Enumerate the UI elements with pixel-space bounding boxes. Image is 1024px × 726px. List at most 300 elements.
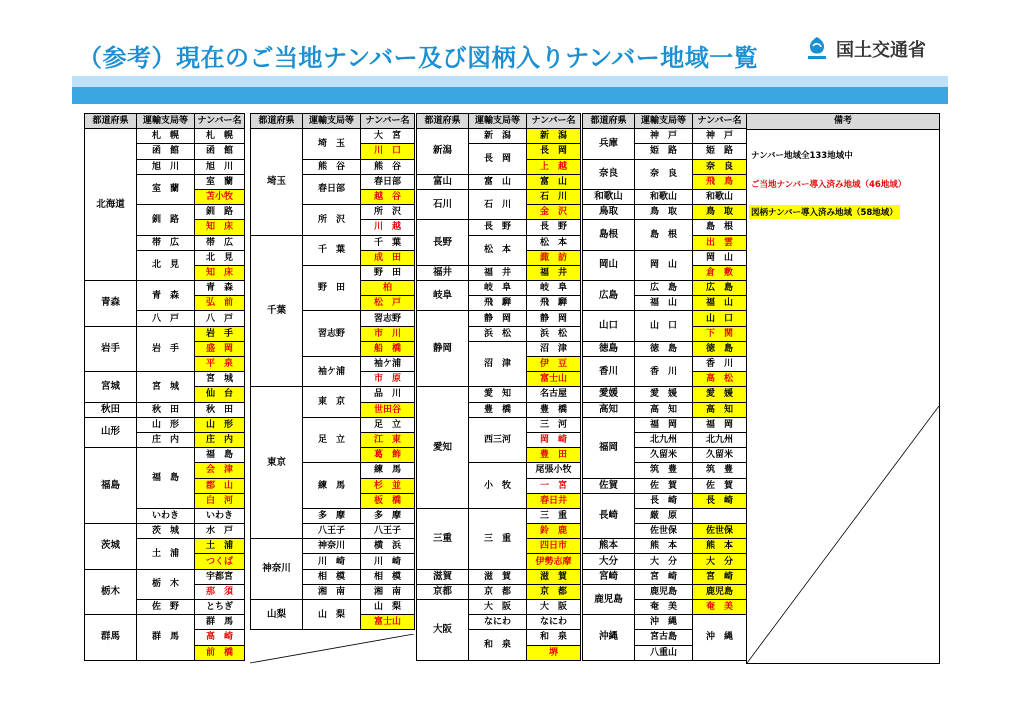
office-cell: 函 館 [137, 144, 195, 159]
office-cell: 八 戸 [137, 311, 195, 326]
table-row [417, 508, 581, 523]
number-cell: 久留米 [693, 448, 747, 463]
number-cell: 山 梨 [361, 600, 415, 615]
office-cell: 山 口 [635, 311, 693, 341]
number-cell: 前 橋 [195, 645, 245, 660]
number-cell: 会 津 [195, 463, 245, 478]
prefecture-cell: 福井 [417, 265, 469, 280]
number-cell: 室 蘭 [195, 174, 245, 189]
number-cell: 徳 島 [693, 341, 747, 356]
table-row [583, 357, 747, 372]
table-row [583, 493, 747, 508]
number-cell: 福 山 [693, 296, 747, 311]
header-office: 運輸支局等 [635, 114, 693, 129]
prefecture-cell: 鹿児島 [583, 584, 635, 614]
table-row [417, 189, 581, 204]
table-row [583, 554, 747, 569]
number-cell: 弘 前 [195, 296, 245, 311]
number-cell: 愛 媛 [693, 387, 747, 402]
prefecture-cell: 静岡 [417, 311, 469, 387]
number-cell: 高 松 [693, 372, 747, 387]
number-cell: 奄 美 [693, 600, 747, 615]
office-cell: 佐 賀 [635, 478, 693, 493]
prefecture-cell: 愛媛 [583, 387, 635, 402]
note-gotochi: ご当地ナンバー導入済み地域（46地域） [751, 180, 907, 190]
number-cell: 長 岡 [527, 144, 581, 159]
number-cell: 岡 崎 [527, 432, 581, 447]
number-cell: 豊 田 [527, 448, 581, 463]
office-cell: 習志野 [303, 311, 361, 357]
office-cell: 石 川 [469, 189, 527, 219]
office-cell: 松 本 [469, 235, 527, 265]
number-cell: 知 床 [195, 265, 245, 280]
table-row [251, 600, 415, 615]
number-cell: 江 東 [361, 432, 415, 447]
number-cell: 京 都 [527, 584, 581, 599]
office-cell: 帯 広 [137, 235, 195, 250]
header-prefecture: 都道府県 [583, 114, 635, 129]
office-cell: 東 京 [303, 387, 361, 417]
number-cell: 秋 田 [195, 402, 245, 417]
prefecture-cell: 山形 [85, 417, 137, 447]
office-cell: 足 立 [303, 417, 361, 463]
prefecture-cell: 愛知 [417, 387, 469, 509]
office-cell: 福 島 [137, 448, 195, 509]
number-cell: 富士山 [361, 615, 415, 630]
office-cell: 福 山 [635, 296, 693, 311]
office-cell: 岐 阜 [469, 281, 527, 296]
office-cell: 山 形 [137, 417, 195, 432]
number-cell: 川 口 [361, 144, 415, 159]
table-row [417, 600, 581, 615]
number-cell: 春日部 [361, 174, 415, 189]
prefecture-cell: 兵庫 [583, 129, 635, 159]
number-cell: 和 泉 [527, 630, 581, 645]
office-cell: 和歌山 [635, 189, 693, 204]
prefecture-cell: 富山 [417, 174, 469, 189]
office-cell: 愛 知 [469, 387, 527, 402]
office-cell: 奄 美 [635, 600, 693, 615]
office-cell: 福 岡 [635, 417, 693, 432]
number-cell: 苫小牧 [195, 189, 245, 204]
office-cell: 相 模 [303, 569, 361, 584]
prefecture-cell: 秋田 [85, 402, 137, 417]
number-cell: 岩 手 [195, 326, 245, 341]
number-cell: いわき [195, 508, 245, 523]
number-cell: 鹿児島 [693, 584, 747, 599]
number-cell: 富 山 [527, 174, 581, 189]
office-cell: 長 岡 [469, 144, 527, 174]
header-number: ナンバー名 [195, 114, 245, 129]
number-cell: 宇都宮 [195, 569, 245, 584]
office-cell: 北 見 [137, 250, 195, 280]
number-cell: 宮 崎 [693, 569, 747, 584]
prefecture-cell: 宮崎 [583, 569, 635, 584]
prefecture-cell: 鳥取 [583, 205, 635, 220]
number-cell: 長 崎 [693, 493, 747, 508]
prefecture-cell: 広島 [583, 281, 635, 311]
header-number: ナンバー名 [527, 114, 581, 129]
office-cell: 山 梨 [303, 600, 361, 630]
number-cell: 伊勢志摩 [527, 554, 581, 569]
office-cell: 姫 路 [635, 144, 693, 159]
header-office: 運輸支局等 [303, 114, 361, 129]
number-cell: 沼 津 [527, 341, 581, 356]
number-cell: 倉 敷 [693, 265, 747, 280]
office-cell: 八王子 [303, 524, 361, 539]
office-cell: 久留米 [635, 448, 693, 463]
number-cell: 岡 山 [693, 250, 747, 265]
number-cell: 福 島 [195, 448, 245, 463]
office-cell: 多 摩 [303, 508, 361, 523]
number-cell: 島 根 [693, 220, 747, 235]
prefecture-cell: 高知 [583, 402, 635, 417]
number-cell: 知 床 [195, 220, 245, 235]
office-cell: 大 分 [635, 554, 693, 569]
office-cell: 岩 手 [137, 326, 195, 372]
number-cell: 函 館 [195, 144, 245, 159]
number-cell: 和歌山 [693, 189, 747, 204]
office-cell: 和 泉 [469, 630, 527, 660]
prefecture-cell: 香川 [583, 357, 635, 387]
office-cell: 野 田 [303, 265, 361, 311]
office-cell: 鳥 取 [635, 205, 693, 220]
table-row [583, 478, 747, 493]
table-row [251, 539, 415, 554]
number-cell: 川 越 [361, 220, 415, 235]
prefecture-cell: 新潟 [417, 129, 469, 175]
number-cell: 香 川 [693, 357, 747, 372]
table-row [417, 311, 581, 326]
number-cell: 伊 豆 [527, 357, 581, 372]
number-cell: 神 戸 [693, 129, 747, 144]
table-row [583, 417, 747, 432]
office-cell: 旭 川 [137, 159, 195, 174]
number-cell: 金 沢 [527, 205, 581, 220]
prefecture-cell: 北海道 [85, 129, 137, 281]
office-cell: 広 島 [635, 281, 693, 296]
number-cell: 静 岡 [527, 311, 581, 326]
number-cell: 成 田 [361, 250, 415, 265]
number-cell: 飛 騨 [527, 296, 581, 311]
office-cell: 熊 本 [635, 539, 693, 554]
blank-area-col2 [250, 634, 414, 664]
header-prefecture: 都道府県 [251, 114, 303, 129]
number-cell: 富士山 [527, 372, 581, 387]
number-cell: 上 越 [527, 159, 581, 174]
office-cell: 練 馬 [303, 463, 361, 509]
table-row [417, 584, 581, 599]
number-cell: 庄 内 [195, 432, 245, 447]
office-cell: 大 阪 [469, 600, 527, 615]
table-row [417, 220, 581, 235]
prefecture-cell: 岩手 [85, 326, 137, 372]
prefecture-cell: 宮城 [85, 372, 137, 402]
office-cell: 袖ケ浦 [303, 357, 361, 387]
number-cell: 板 橋 [361, 493, 415, 508]
number-cell: 新 潟 [527, 129, 581, 144]
prefecture-cell: 千葉 [251, 235, 303, 387]
header-office: 運輸支局等 [137, 114, 195, 129]
number-cell: 川 崎 [361, 554, 415, 569]
number-cell: 大 阪 [527, 600, 581, 615]
number-cell: 鳥 取 [693, 205, 747, 220]
number-cell: 三 重 [527, 508, 581, 523]
prefecture-cell: 山梨 [251, 600, 303, 630]
number-cell: 袖ケ浦 [361, 357, 415, 372]
office-cell: 豊 橋 [469, 402, 527, 417]
table-row [417, 129, 581, 144]
table-row [85, 326, 245, 341]
office-cell: 愛 媛 [635, 387, 693, 402]
number-cell: 旭 川 [195, 159, 245, 174]
prefecture-cell: 福島 [85, 448, 137, 524]
office-cell: 富 山 [469, 174, 527, 189]
prefecture-cell: 熊本 [583, 539, 635, 554]
region-table-3 [416, 113, 581, 661]
office-cell: いわき [137, 508, 195, 523]
number-cell: 野 田 [361, 265, 415, 280]
office-cell: 沼 津 [469, 341, 527, 387]
header-number: ナンバー名 [693, 114, 747, 129]
office-cell: 釧 路 [137, 205, 195, 235]
table-row [583, 341, 747, 356]
number-cell: 青 森 [195, 281, 245, 296]
number-cell: 平 泉 [195, 357, 245, 372]
number-cell: 札 幌 [195, 129, 245, 144]
number-cell-empty [693, 508, 747, 523]
note-zugara: 図柄ナンバー導入済み地域（58地域） [749, 205, 900, 219]
number-cell: 名古屋 [527, 387, 581, 402]
region-table-4 [582, 113, 747, 661]
number-cell: 土 浦 [195, 539, 245, 554]
number-cell: 三 河 [527, 417, 581, 432]
office-cell: 筑 豊 [635, 463, 693, 478]
page-title: （参考）現在のご当地ナンバー及び図柄入りナンバー地域一覧 [78, 44, 759, 72]
logo-text: 国土交通省 [836, 40, 926, 61]
office-cell: 庄 内 [137, 432, 195, 447]
office-cell: 宮 崎 [635, 569, 693, 584]
office-cell: 宮 城 [137, 372, 195, 402]
office-cell: 佐 野 [137, 600, 195, 615]
table-row [85, 448, 245, 463]
office-cell: 島 根 [635, 220, 693, 250]
table-row [417, 387, 581, 402]
office-cell: 群 馬 [137, 615, 195, 661]
prefecture-cell: 岐阜 [417, 281, 469, 311]
header-prefecture: 都道府県 [417, 114, 469, 129]
table-row [417, 265, 581, 280]
office-cell: 湘 南 [303, 584, 361, 599]
note-total: ナンバー地域全133地域中 [751, 151, 853, 161]
number-cell: 豊 橋 [527, 402, 581, 417]
mlit-logo-icon [806, 35, 828, 63]
number-cell: 大 分 [693, 554, 747, 569]
prefecture-cell: 島根 [583, 220, 635, 250]
number-cell: 滋 賀 [527, 569, 581, 584]
prefecture-cell: 佐賀 [583, 478, 635, 493]
prefecture-cell: 大分 [583, 554, 635, 569]
number-cell: 八王子 [361, 524, 415, 539]
number-cell: 群 馬 [195, 615, 245, 630]
prefecture-cell: 和歌山 [583, 189, 635, 204]
office-cell: 新 潟 [469, 129, 527, 144]
office-cell: 浜 松 [469, 326, 527, 341]
number-cell: 尾張小牧 [527, 463, 581, 478]
prefecture-cell: 神奈川 [251, 539, 303, 600]
number-cell: 北九州 [693, 432, 747, 447]
number-cell: 大 宮 [361, 129, 415, 144]
table-row [85, 569, 245, 584]
number-cell: 岐 阜 [527, 281, 581, 296]
number-cell: 高 崎 [195, 630, 245, 645]
number-cell: 高 知 [693, 402, 747, 417]
office-cell: なにわ [469, 615, 527, 630]
number-cell: 熊 本 [693, 539, 747, 554]
number-cell: 湘 南 [361, 584, 415, 599]
prefecture-cell: 青森 [85, 281, 137, 327]
number-cell: 姫 路 [693, 144, 747, 159]
prefecture-cell: 長野 [417, 220, 469, 266]
prefecture-cell: 沖縄 [583, 615, 635, 661]
office-cell: 茨 城 [137, 524, 195, 539]
office-cell: 埼 玉 [303, 129, 361, 159]
office-cell: 福 井 [469, 265, 527, 280]
office-cell: 沖 縄 [635, 615, 693, 630]
prefecture-cell: 栃木 [85, 569, 137, 615]
prefecture-cell: 大阪 [417, 600, 469, 661]
table-row [583, 205, 747, 220]
table-row [583, 402, 747, 417]
table-row [85, 281, 245, 296]
table-row [251, 129, 415, 144]
number-cell: 足 立 [361, 417, 415, 432]
table-row [583, 311, 747, 326]
number-cell: 長 野 [527, 220, 581, 235]
office-cell: 佐世保 [635, 524, 693, 539]
header-band-light [72, 76, 948, 87]
number-cell: 浜 松 [527, 326, 581, 341]
table-row [583, 281, 747, 296]
number-cell: 仙 台 [195, 387, 245, 402]
prefecture-cell: 埼玉 [251, 129, 303, 235]
blank-area [747, 406, 939, 664]
number-cell: 習志野 [361, 311, 415, 326]
office-cell: 徳 島 [635, 341, 693, 356]
number-cell: 所 沢 [361, 205, 415, 220]
number-cell: 船 橋 [361, 341, 415, 356]
table-row [583, 387, 747, 402]
number-cell: 熊 谷 [361, 159, 415, 174]
office-cell: 栃 木 [137, 569, 195, 599]
region-table-1 [84, 113, 245, 661]
prefecture-cell: 群馬 [85, 615, 137, 661]
number-cell: 山 形 [195, 417, 245, 432]
office-cell: 鹿児島 [635, 584, 693, 599]
number-cell: 鈴 鹿 [527, 524, 581, 539]
office-cell: 宮古島 [635, 630, 693, 645]
number-cell: とちぎ [195, 600, 245, 615]
number-cell: 柏 [361, 281, 415, 296]
table-row [583, 584, 747, 599]
number-cell: 筑 豊 [693, 463, 747, 478]
prefecture-cell: 滋賀 [417, 569, 469, 584]
prefecture-cell: 三重 [417, 508, 469, 569]
number-cell: 多 摩 [361, 508, 415, 523]
number-cell: 佐 賀 [693, 478, 747, 493]
number-cell: 杉 並 [361, 478, 415, 493]
prefecture-cell: 東京 [251, 387, 303, 539]
number-cell: 松 戸 [361, 296, 415, 311]
prefecture-cell: 岡山 [583, 250, 635, 280]
prefecture-cell: 奈良 [583, 159, 635, 189]
table-row [583, 615, 747, 630]
number-cell: 相 模 [361, 569, 415, 584]
number-cell: 越 谷 [361, 189, 415, 204]
number-cell: 白 河 [195, 493, 245, 508]
table-row [85, 524, 245, 539]
table-row [583, 129, 747, 144]
office-cell: 三 重 [469, 508, 527, 569]
header-office: 運輸支局等 [469, 114, 527, 129]
number-cell: 郡 山 [195, 478, 245, 493]
number-cell: 下 関 [693, 326, 747, 341]
table-row [583, 159, 747, 174]
number-cell: 水 戸 [195, 524, 245, 539]
office-cell: 神 戸 [635, 129, 693, 144]
office-cell: 札 幌 [137, 129, 195, 144]
office-cell: 滋 賀 [469, 569, 527, 584]
table-row [251, 387, 415, 402]
number-cell: つくば [195, 554, 245, 569]
table-row [85, 417, 245, 432]
office-cell: 熊 谷 [303, 159, 361, 174]
table-row [417, 569, 581, 584]
number-cell: 横 浜 [361, 539, 415, 554]
number-cell: 一 宮 [527, 478, 581, 493]
prefecture-cell: 茨城 [85, 524, 137, 570]
notes-panel [746, 113, 940, 664]
logo [806, 34, 926, 64]
office-cell: 北九州 [635, 432, 693, 447]
number-cell: 市 原 [361, 372, 415, 387]
table-row [85, 129, 245, 144]
number-cell: 釧 路 [195, 205, 245, 220]
office-cell: 静 岡 [469, 311, 527, 326]
number-cell: 沖 縄 [693, 615, 747, 661]
prefecture-cell: 徳島 [583, 341, 635, 356]
office-cell: 厳 原 [635, 508, 693, 523]
table-row [583, 569, 747, 584]
notes-header: 備考 [747, 114, 939, 130]
prefecture-cell: 京都 [417, 584, 469, 599]
prefecture-cell: 山口 [583, 311, 635, 341]
number-cell: 山 口 [693, 311, 747, 326]
table-row [583, 539, 747, 554]
office-cell: 八重山 [635, 645, 693, 660]
number-cell: 千 葉 [361, 235, 415, 250]
number-cell: 北 見 [195, 250, 245, 265]
number-cell: 松 本 [527, 235, 581, 250]
office-cell: 香 川 [635, 357, 693, 387]
header-band-dark [72, 87, 948, 104]
office-cell: 春日部 [303, 174, 361, 204]
office-cell: 長 野 [469, 220, 527, 235]
office-cell: 秋 田 [137, 402, 195, 417]
number-cell: 宮 城 [195, 372, 245, 387]
number-cell: 市 川 [361, 326, 415, 341]
header-prefecture: 都道府県 [85, 114, 137, 129]
